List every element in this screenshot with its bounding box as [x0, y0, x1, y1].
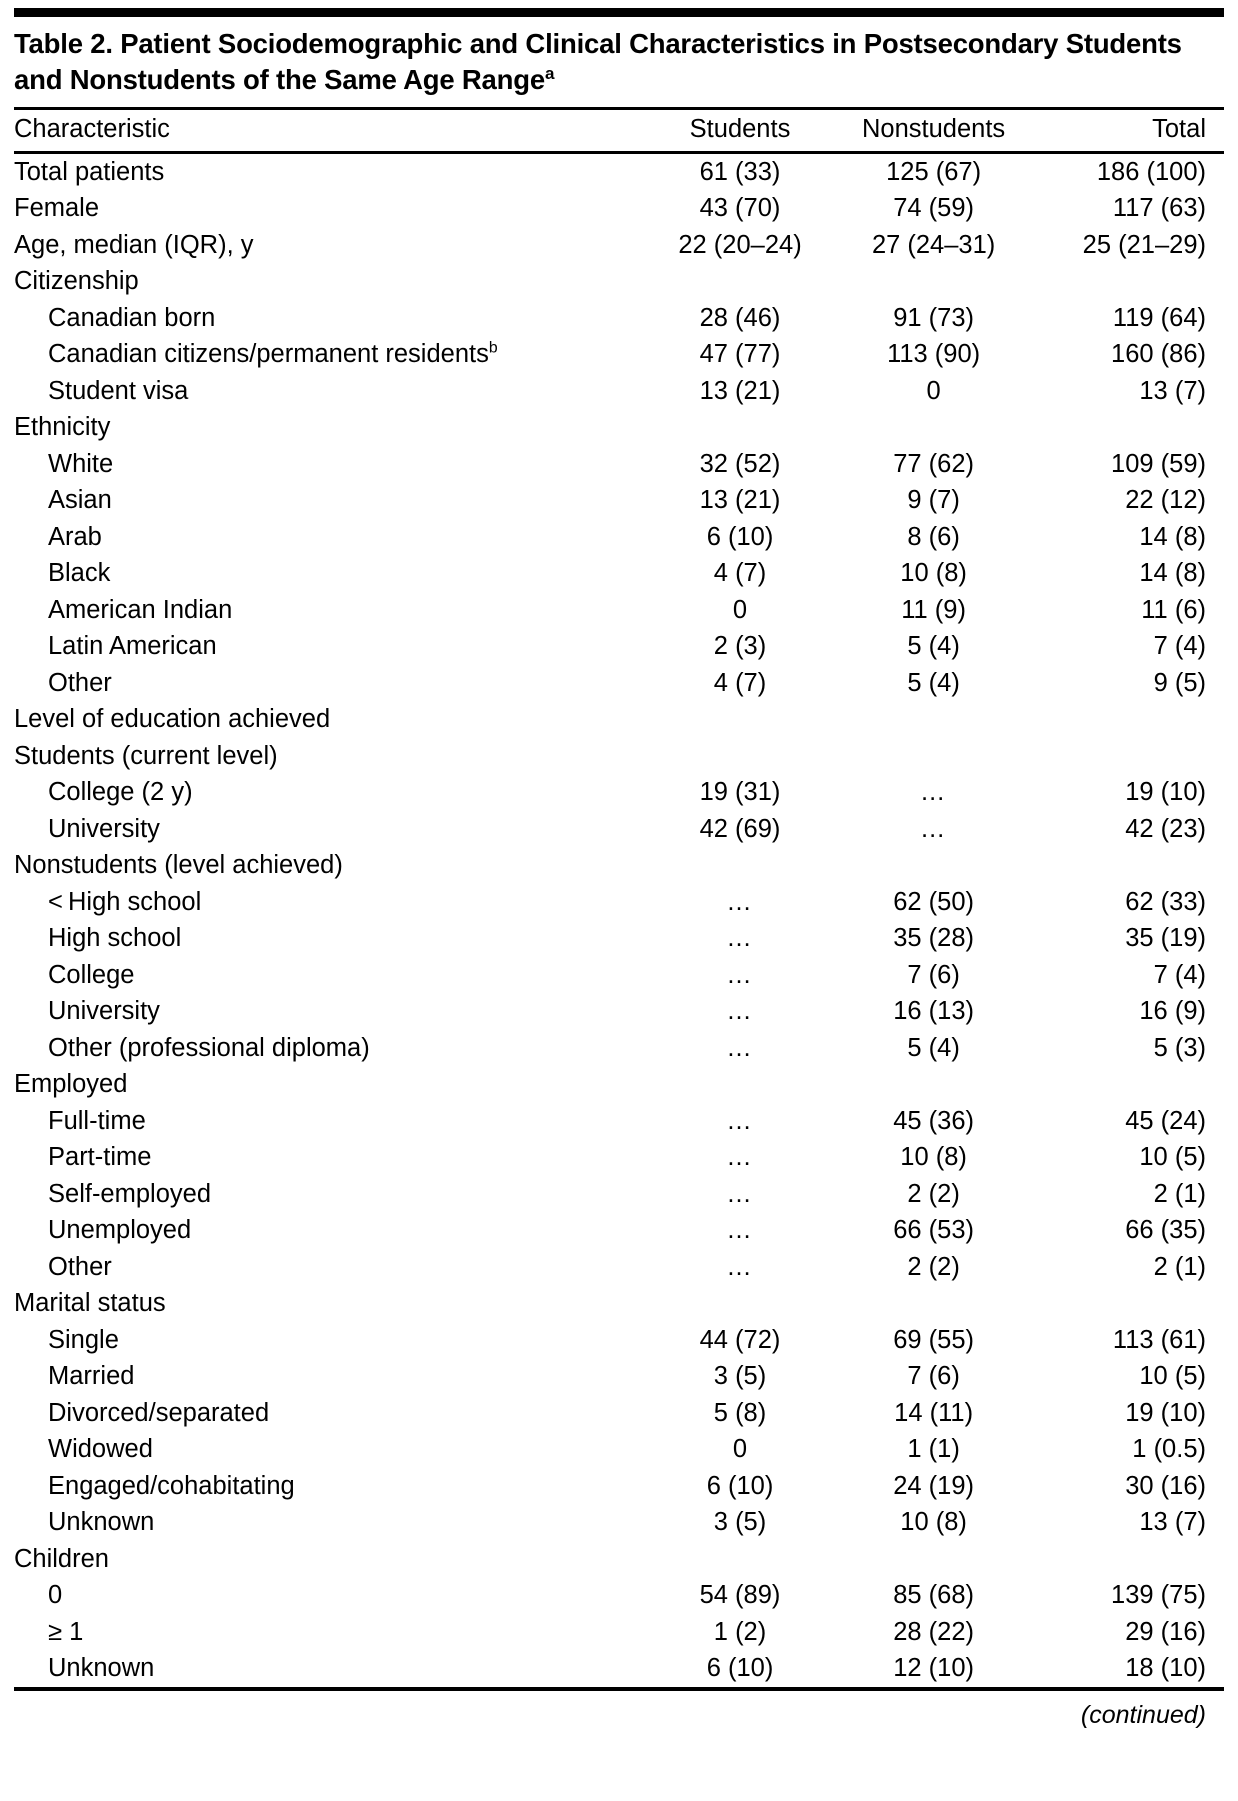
- row-label: Self-employed: [48, 1179, 211, 1208]
- column-header-characteristic: Characteristic: [14, 114, 170, 143]
- cell-nonstudents: [837, 410, 1031, 447]
- table-row: [14, 665, 1224, 702]
- table-row: [14, 1614, 1224, 1651]
- cell-students: 44 (72): [699, 1325, 781, 1354]
- cell-nonstudents: 16 (13): [893, 997, 974, 1025]
- cell-total: 19 (10): [1125, 778, 1206, 806]
- cell-nonstudents: 66 (53): [893, 1216, 974, 1244]
- table-row: [14, 446, 1224, 483]
- cell-students: 47 (77): [699, 340, 781, 368]
- cell-total: 66 (35): [1125, 1216, 1206, 1244]
- row-label: Other (professional diploma): [48, 1033, 370, 1062]
- cell-total: [1030, 410, 1224, 447]
- cell-total: 35 (19): [1125, 924, 1206, 952]
- cell-total: 14 (8): [1139, 559, 1206, 587]
- row-label: Ethnicity: [14, 413, 111, 441]
- cell-total: 22 (12): [1125, 486, 1206, 514]
- cell-nonstudents: 11 (9): [901, 595, 966, 624]
- cell-total: 7 (4): [1153, 632, 1206, 660]
- cell-students: [643, 264, 837, 301]
- cell-students: 13 (21): [699, 486, 781, 514]
- table-row: [14, 884, 1224, 921]
- cell-students: 42 (69): [699, 814, 781, 843]
- table-row: [14, 1030, 1224, 1067]
- row-label: Unemployed: [48, 1216, 192, 1244]
- cell-nonstudents: 10 (8): [900, 1143, 967, 1171]
- cell-students: …: [726, 997, 754, 1025]
- table-row: [14, 1578, 1224, 1615]
- row-label: Arab: [48, 522, 102, 551]
- table-row: [14, 1468, 1224, 1505]
- cell-students: 54 (89): [699, 1581, 781, 1609]
- cell-nonstudents: 27 (24–31): [871, 230, 996, 259]
- cell-total: [1030, 702, 1224, 739]
- row-label: Asian: [48, 486, 112, 514]
- cell-nonstudents: 77 (62): [893, 449, 974, 478]
- table-row: [14, 154, 1224, 191]
- cell-students: 22 (20–24): [678, 230, 802, 259]
- row-label: Female: [14, 194, 100, 222]
- row-label: University: [48, 997, 160, 1025]
- cell-students: …: [726, 887, 754, 916]
- cell-students: …: [726, 960, 754, 989]
- row-label: High school: [48, 924, 182, 952]
- cell-nonstudents: 7 (6): [907, 960, 960, 989]
- row-label: Other: [48, 668, 112, 697]
- cell-total: 14 (8): [1139, 522, 1206, 551]
- cell-students: 4 (7): [713, 559, 767, 587]
- table-row: [14, 811, 1224, 848]
- cell-students: …: [726, 1216, 754, 1244]
- row-label: College (2 y): [48, 778, 193, 806]
- cell-nonstudents: [837, 738, 1031, 775]
- table-row: [14, 1286, 1224, 1323]
- continued-note: (continued): [1080, 1701, 1206, 1729]
- row-label: University: [48, 814, 160, 843]
- cell-students: [643, 738, 837, 775]
- cell-nonstudents: 5 (4): [907, 1033, 960, 1062]
- cell-students: 19 (31): [699, 778, 781, 806]
- table-row: [14, 264, 1224, 301]
- cell-nonstudents: 45 (36): [893, 1106, 974, 1135]
- table-head: [14, 110, 1224, 152]
- cell-students: 0: [732, 595, 748, 624]
- cell-total: 30 (16): [1125, 1471, 1206, 1500]
- cell-nonstudents: [837, 848, 1031, 885]
- row-label: American Indian: [48, 595, 233, 624]
- cell-total: [1030, 1541, 1224, 1578]
- cell-total: 7 (4): [1153, 960, 1206, 989]
- cell-students: …: [726, 1252, 754, 1281]
- cell-nonstudents: 24 (19): [893, 1471, 974, 1500]
- row-label: Divorced/separated: [48, 1398, 270, 1427]
- cell-students: 3 (5): [713, 1362, 767, 1390]
- column-header-total: Total: [1152, 114, 1206, 143]
- cell-total: 11 (6): [1141, 595, 1206, 624]
- table-title-footnote-marker: a: [544, 63, 555, 83]
- table-row: [14, 227, 1224, 264]
- cell-students: …: [726, 1143, 754, 1171]
- table-row: [14, 1541, 1224, 1578]
- table-row: [14, 519, 1224, 556]
- row-label: Children: [14, 1544, 109, 1573]
- table-row: [14, 1395, 1224, 1432]
- cell-total: 16 (9): [1139, 997, 1206, 1025]
- table-header-row: [14, 110, 1224, 152]
- cell-total: 113 (61): [1112, 1325, 1206, 1354]
- cell-students: [643, 1541, 837, 1578]
- cell-students: [643, 1067, 837, 1104]
- table-row: [14, 191, 1224, 228]
- cell-students: 6 (10): [706, 1654, 774, 1682]
- row-label: Single: [48, 1325, 119, 1354]
- row-label: Unknown: [48, 1654, 155, 1682]
- cell-nonstudents: 7 (6): [907, 1362, 960, 1390]
- cell-nonstudents: 2 (2): [907, 1252, 960, 1281]
- table-row: [14, 1140, 1224, 1177]
- table-page: [0, 8, 1238, 1736]
- cell-total: [1030, 738, 1224, 775]
- cell-total: 160 (86): [1111, 340, 1206, 368]
- cell-students: [643, 702, 837, 739]
- table-row: [14, 994, 1224, 1031]
- cell-nonstudents: 8 (6): [907, 522, 960, 551]
- cell-total: [1030, 1067, 1224, 1104]
- cell-nonstudents: 69 (55): [893, 1325, 974, 1354]
- characteristics-table: [14, 110, 1224, 152]
- table-row: [14, 921, 1224, 958]
- cell-nonstudents: 12 (10): [893, 1654, 974, 1682]
- cell-total: 10 (5): [1139, 1362, 1206, 1390]
- table-row: [14, 410, 1224, 447]
- cell-total: 29 (16): [1125, 1617, 1206, 1646]
- cell-nonstudents: 74 (59): [893, 194, 974, 222]
- table-row: [14, 1359, 1224, 1396]
- table-row: [14, 957, 1224, 994]
- row-label: Full-time: [48, 1106, 146, 1135]
- cell-students: 43 (70): [699, 194, 781, 222]
- cell-students: 1 (2): [713, 1617, 767, 1646]
- cell-nonstudents: 10 (8): [900, 559, 967, 587]
- table-row: [14, 848, 1224, 885]
- cell-students: [643, 848, 837, 885]
- table-row: [14, 592, 1224, 629]
- cell-nonstudents: 62 (50): [893, 887, 974, 916]
- cell-students: 61 (33): [699, 157, 781, 186]
- table-title: [14, 17, 1224, 107]
- cell-students: 6 (10): [706, 1471, 774, 1500]
- row-label: Black: [48, 559, 111, 587]
- cell-students: [643, 410, 837, 447]
- cell-nonstudents: 91 (73): [893, 303, 974, 332]
- row-label: Canadian citizens/permanent residents$^b$: [48, 339, 498, 368]
- row-label: 0: [48, 1581, 63, 1609]
- cell-students: 5 (8): [713, 1398, 767, 1427]
- cell-total: 13 (7): [1139, 376, 1206, 405]
- row-label: Marital status: [14, 1289, 166, 1317]
- cell-total: 19 (10): [1125, 1398, 1206, 1427]
- table-row: [14, 1176, 1224, 1213]
- cell-total: 2 (1): [1153, 1252, 1206, 1281]
- cell-students: 13 (21): [699, 376, 781, 405]
- cell-students: 4 (7): [713, 668, 767, 697]
- cell-total: 109 (59): [1111, 449, 1206, 478]
- row-label: White: [48, 449, 114, 478]
- cell-students: …: [726, 924, 754, 952]
- row-label: < High school: [48, 887, 202, 916]
- table-row: [14, 1651, 1224, 1688]
- cell-nonstudents: 9 (7): [907, 486, 960, 514]
- table-row: [14, 702, 1224, 739]
- table-row: [14, 1067, 1224, 1104]
- row-label: Nonstudents (level achieved): [14, 851, 343, 879]
- cell-students: 0: [732, 1435, 748, 1463]
- table-row: [14, 483, 1224, 520]
- cell-students: 2 (3): [713, 632, 767, 660]
- row-label: Unknown: [48, 1508, 155, 1536]
- cell-nonstudents: 10 (8): [900, 1508, 967, 1536]
- table-body: [14, 154, 1224, 1687]
- table-row: [14, 1103, 1224, 1140]
- cell-students: [643, 1286, 837, 1323]
- cell-nonstudents: [837, 1541, 1031, 1578]
- cell-students: 3 (5): [713, 1508, 767, 1536]
- cell-nonstudents: 5 (4): [907, 668, 960, 697]
- row-label: Level of education achieved: [14, 705, 331, 733]
- cell-nonstudents: 5 (4): [907, 632, 960, 660]
- row-label: Citizenship: [14, 267, 139, 295]
- table-row: [14, 1322, 1224, 1359]
- cell-total: 13 (7): [1139, 1508, 1206, 1536]
- cell-total: [1030, 1286, 1224, 1323]
- cell-total: 9 (5): [1153, 668, 1206, 697]
- row-label: Student visa: [48, 376, 189, 405]
- table-row: [14, 738, 1224, 775]
- row-label: Part-time: [48, 1143, 152, 1171]
- row-label: Total patients: [14, 157, 165, 186]
- row-label: College: [48, 960, 135, 989]
- cell-nonstudents: 2 (2): [907, 1179, 960, 1208]
- cell-nonstudents: …: [919, 814, 948, 843]
- cell-total: 5 (3): [1153, 1033, 1206, 1062]
- row-label: ≥ 1: [48, 1617, 84, 1646]
- column-header-nonstudents: Nonstudents: [862, 114, 1006, 143]
- cell-nonstudents: 125 (67): [886, 157, 982, 186]
- row-label-footnote-marker: b: [488, 339, 498, 357]
- table-row: [14, 337, 1224, 374]
- characteristics-table-body: [14, 154, 1224, 1687]
- row-label: Widowed: [48, 1435, 153, 1463]
- cell-students: …: [726, 1033, 754, 1062]
- cell-total: 25 (21–29): [1082, 230, 1206, 259]
- cell-total: 10 (5): [1139, 1143, 1206, 1171]
- table-row: [14, 1505, 1224, 1542]
- row-label: Students (current level): [14, 741, 278, 770]
- cell-nonstudents: [837, 1286, 1031, 1323]
- top-border-rule: [14, 8, 1224, 17]
- cell-nonstudents: 113 (90): [887, 340, 981, 368]
- column-header-students: Students: [689, 114, 791, 143]
- row-label: Latin American: [48, 632, 217, 660]
- cell-total: 1 (0.5): [1132, 1435, 1206, 1463]
- cell-nonstudents: [837, 264, 1031, 301]
- table-row: [14, 300, 1224, 337]
- cell-total: [1030, 264, 1224, 301]
- cell-nonstudents: 28 (22): [893, 1617, 974, 1646]
- table-row: [14, 373, 1224, 410]
- cell-nonstudents: 0: [926, 376, 941, 405]
- cell-total: 119 (64): [1112, 303, 1206, 332]
- table-row: [14, 1249, 1224, 1286]
- cell-total: 139 (75): [1111, 1581, 1206, 1609]
- cell-nonstudents: 1 (1): [907, 1435, 960, 1463]
- row-label: Canadian born: [48, 303, 216, 332]
- table-row: [14, 1432, 1224, 1469]
- cell-total: 18 (10): [1125, 1654, 1206, 1682]
- row-label: Engaged/cohabitating: [48, 1471, 295, 1500]
- row-label: Married: [48, 1362, 135, 1390]
- row-label: Other: [48, 1252, 112, 1281]
- row-label: Employed: [14, 1070, 128, 1098]
- cell-total: 117 (63): [1112, 194, 1206, 222]
- cell-nonstudents: [837, 1067, 1031, 1104]
- cell-nonstudents: 35 (28): [893, 924, 974, 952]
- cell-total: 186 (100): [1096, 157, 1206, 186]
- row-label: Age, median (IQR), y: [14, 230, 254, 259]
- table-title-text: Table 2. Patient Sociodemographic and Clinical Characteristics in Postsecondary Students and Nonstudents of the Same Age Range: [14, 28, 1182, 95]
- cell-nonstudents: 14 (11): [894, 1398, 974, 1427]
- cell-students: 28 (46): [699, 303, 781, 332]
- cell-nonstudents: 85 (68): [893, 1581, 974, 1609]
- cell-students: …: [726, 1106, 754, 1135]
- cell-total: [1030, 848, 1224, 885]
- cell-total: 2 (1): [1153, 1179, 1206, 1208]
- cell-nonstudents: …: [919, 778, 948, 806]
- cell-nonstudents: [837, 702, 1031, 739]
- cell-students: 6 (10): [706, 522, 774, 551]
- table-row: [14, 775, 1224, 812]
- table-row: [14, 556, 1224, 593]
- cell-students: …: [726, 1179, 754, 1208]
- cell-students: 32 (52): [699, 449, 781, 478]
- cell-total: 45 (24): [1125, 1106, 1206, 1135]
- table-row: [14, 1213, 1224, 1250]
- cell-total: 62 (33): [1125, 887, 1206, 916]
- cell-total: 42 (23): [1125, 814, 1206, 843]
- table-row: [14, 629, 1224, 666]
